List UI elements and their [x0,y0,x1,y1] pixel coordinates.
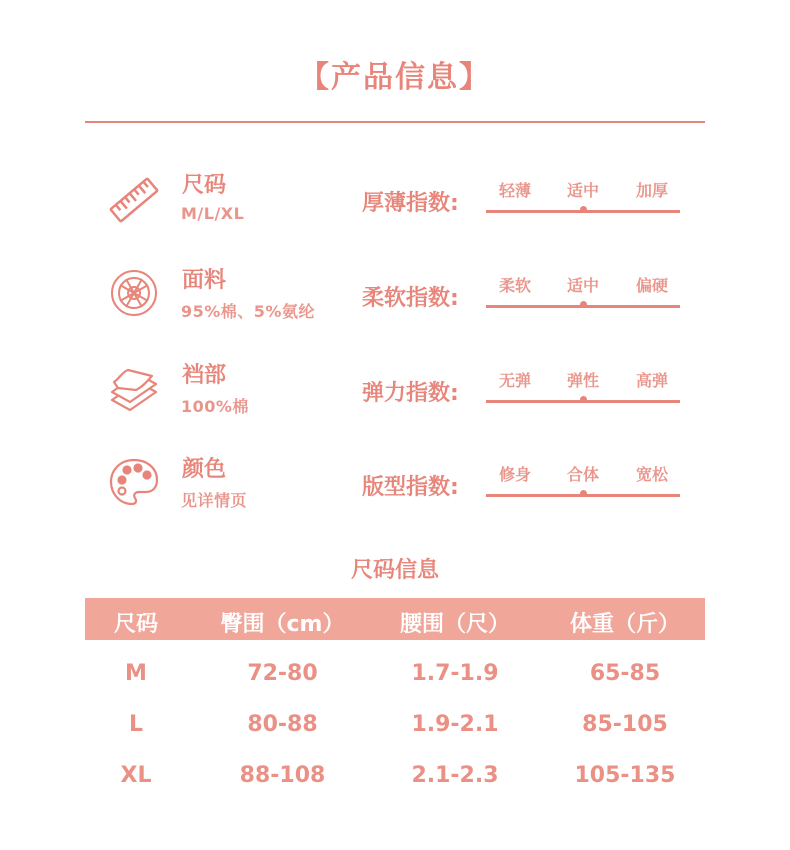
attribute-row-size [0,168,790,248]
table-cell: XL [120,763,152,788]
attribute-row-crotch [0,358,790,438]
table-cell: 105-135 [574,763,676,788]
attribute-row-fabric [0,263,790,343]
table-cell: 72-80 [247,661,318,686]
ruler-icon [108,174,160,226]
index-option: 合体 [566,465,599,484]
table-cell: L [128,712,144,737]
table-cell: 1.9-2.1 [411,712,499,737]
cloth-layers-icon [108,362,160,414]
index-option: 偏硬 [635,276,668,295]
index-label: 柔软指数: [362,286,459,311]
index-marker [580,206,587,213]
table-cell: 80-88 [247,712,318,737]
attribute-row-color [0,452,790,532]
index-option: 轻薄 [498,181,531,200]
attribute-value: 见详情页 [181,491,248,510]
size-table-title: 尺码信息 [350,558,439,583]
index-option: 适中 [566,276,599,295]
table-header-cell: 腰围（尺） [399,612,510,637]
attribute-name: 颜色 [182,457,227,482]
attribute-value: 100%棉 [181,397,249,416]
index-option: 修身 [498,465,531,484]
table-header-cell: 尺码 [113,612,158,637]
fabric-knot-icon [108,267,160,319]
table-cell: 85-105 [582,712,668,737]
attribute-value: M/L/XL [181,204,245,223]
index-option: 适中 [566,181,599,200]
table-header-cell: 体重（斤） [569,612,680,637]
table-header-cell: 臀围（cm） [220,612,345,637]
index-marker [580,396,587,403]
title-divider [85,121,705,123]
index-marker [580,490,587,497]
attribute-name: 裆部 [182,363,227,388]
table-cell: 2.1-2.3 [411,763,499,788]
index-option: 加厚 [635,181,668,200]
table-cell: 88-108 [239,763,326,788]
table-cell: 65-85 [589,661,661,686]
index-option: 无弹 [498,371,531,390]
attribute-value: 95%棉、5%氨纶 [181,302,315,321]
index-marker [580,301,587,308]
table-cell: M [125,661,147,686]
attribute-name: 尺码 [182,173,227,198]
palette-icon [108,456,160,508]
index-label: 厚薄指数: [362,191,459,216]
index-option: 高弹 [635,371,668,390]
index-label: 版型指数: [362,475,459,500]
index-option: 弹性 [566,371,599,390]
attribute-name: 面料 [182,268,227,293]
table-cell: 1.7-1.9 [411,661,499,686]
index-label: 弹力指数: [362,381,459,406]
index-option: 柔软 [498,276,531,295]
index-option: 宽松 [635,465,668,484]
page-title: 【产品信息】 [299,60,491,95]
